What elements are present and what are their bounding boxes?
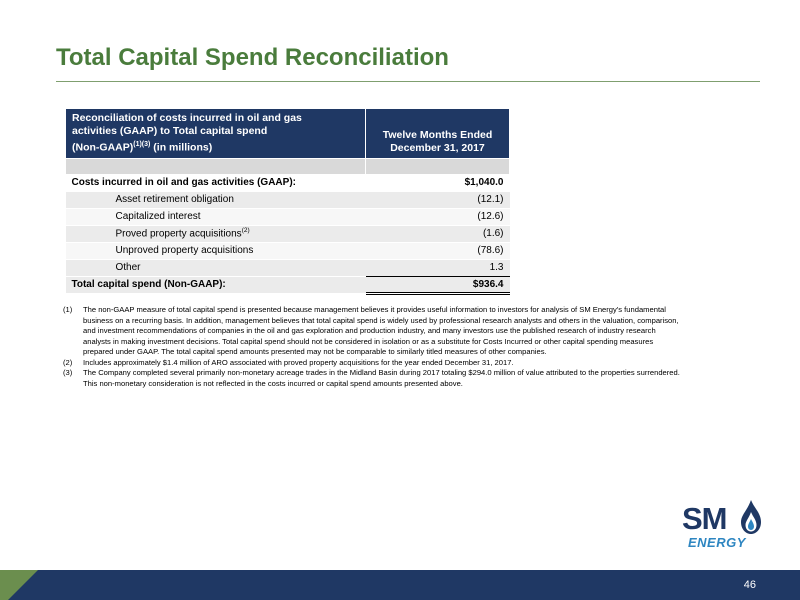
footnote-number: (1) [63,305,73,314]
row-label: Capitalized interest [66,208,366,225]
footnote-text: Includes approximately $1.4 million of ARO associated with proved property acquisitions for the year ended December 31, 2017. [83,357,514,367]
table-row [66,191,510,208]
flame-icon [740,499,762,535]
slide-title: Total Capital Spend Reconciliation [56,44,449,71]
row-label: Unproved property acquisitions [66,242,366,259]
footnote-text: The Company completed several primarily non-monetary acreage trades in the Midland Basin during 2017 totaling $294.0 million of value attributed to the properties surrendered. This non-monetary consideration is not reflected in the costs incurred or capital spend amounts presented above. [83,368,680,388]
header-description [66,109,366,159]
page-number: 46 [743,579,756,591]
row-value: (1.6) [366,225,510,242]
title-divider [56,81,760,82]
header-desc-superscript: (1)(3) [133,141,151,148]
table-header-row [66,109,510,159]
header-desc-tail: (in millions) [150,141,213,154]
footnote-number: (2) [63,357,73,367]
table-row [66,242,510,259]
row-label: Proved property acquisitions [115,228,242,240]
logo-tagline: ENERGY [688,535,746,550]
footnote-number: (3) [63,368,73,377]
footnote [63,368,683,389]
logo-wordmark: SM [682,501,727,536]
header-desc-line3: (Non-GAAP) [72,141,134,154]
row-superscript: (2) [241,227,250,235]
table-row [66,174,510,191]
footnote [63,305,683,358]
header-desc-line2: activities (GAAP) to Total capital spend [72,125,268,137]
header-desc-line1: Reconciliation of costs incurred in oil and gas [72,112,302,124]
table-row [66,208,510,225]
table-row [66,225,510,242]
row-value: (12.1) [366,191,510,208]
row-value: $936.4 [366,276,510,293]
table-row [66,259,510,276]
footnote [63,358,683,369]
company-logo [680,497,765,555]
total-row [66,276,510,293]
row-label: Costs incurred in oil and gas activities (GAAP): [66,174,366,191]
footer-band [0,570,800,600]
spacer-row [66,158,510,174]
row-label: Total capital spend (Non-GAAP): [66,276,366,293]
row-value: (78.6) [366,242,510,259]
reconciliation-table [65,108,510,295]
header-period [366,109,510,159]
row-value: $1,040.0 [366,174,510,191]
footnotes [63,305,683,389]
header-period-line1: Twelve Months Ended [382,128,493,141]
row-label: Asset retirement obligation [66,191,366,208]
row-value: (12.6) [366,208,510,225]
row-value: 1.3 [366,259,510,276]
row-label: Other [66,259,366,276]
footnote-text: The non-GAAP measure of total capital spend is presented because management believes it provides useful information to investors for analysis of SM Energy's fundamental business on a recurring basis. In addition, management believes that total capital spend is widely used by professional research analysts and others in the valuation, comparison, and investment recommendations of companies in the oil and gas exploration and production industry, and many investors use the published research of industry research analysts in making investment decisions. Total capital spend should not be considered in isolation or as a substitute for Costs Incurred or other capital spending measures prepared under GAAP. The total capital spend amounts presented may not be comparable to similarly titled measures of other companies. [83,305,679,356]
row-label-cell [66,225,366,242]
header-period-line2: December 31, 2017 [390,141,485,154]
